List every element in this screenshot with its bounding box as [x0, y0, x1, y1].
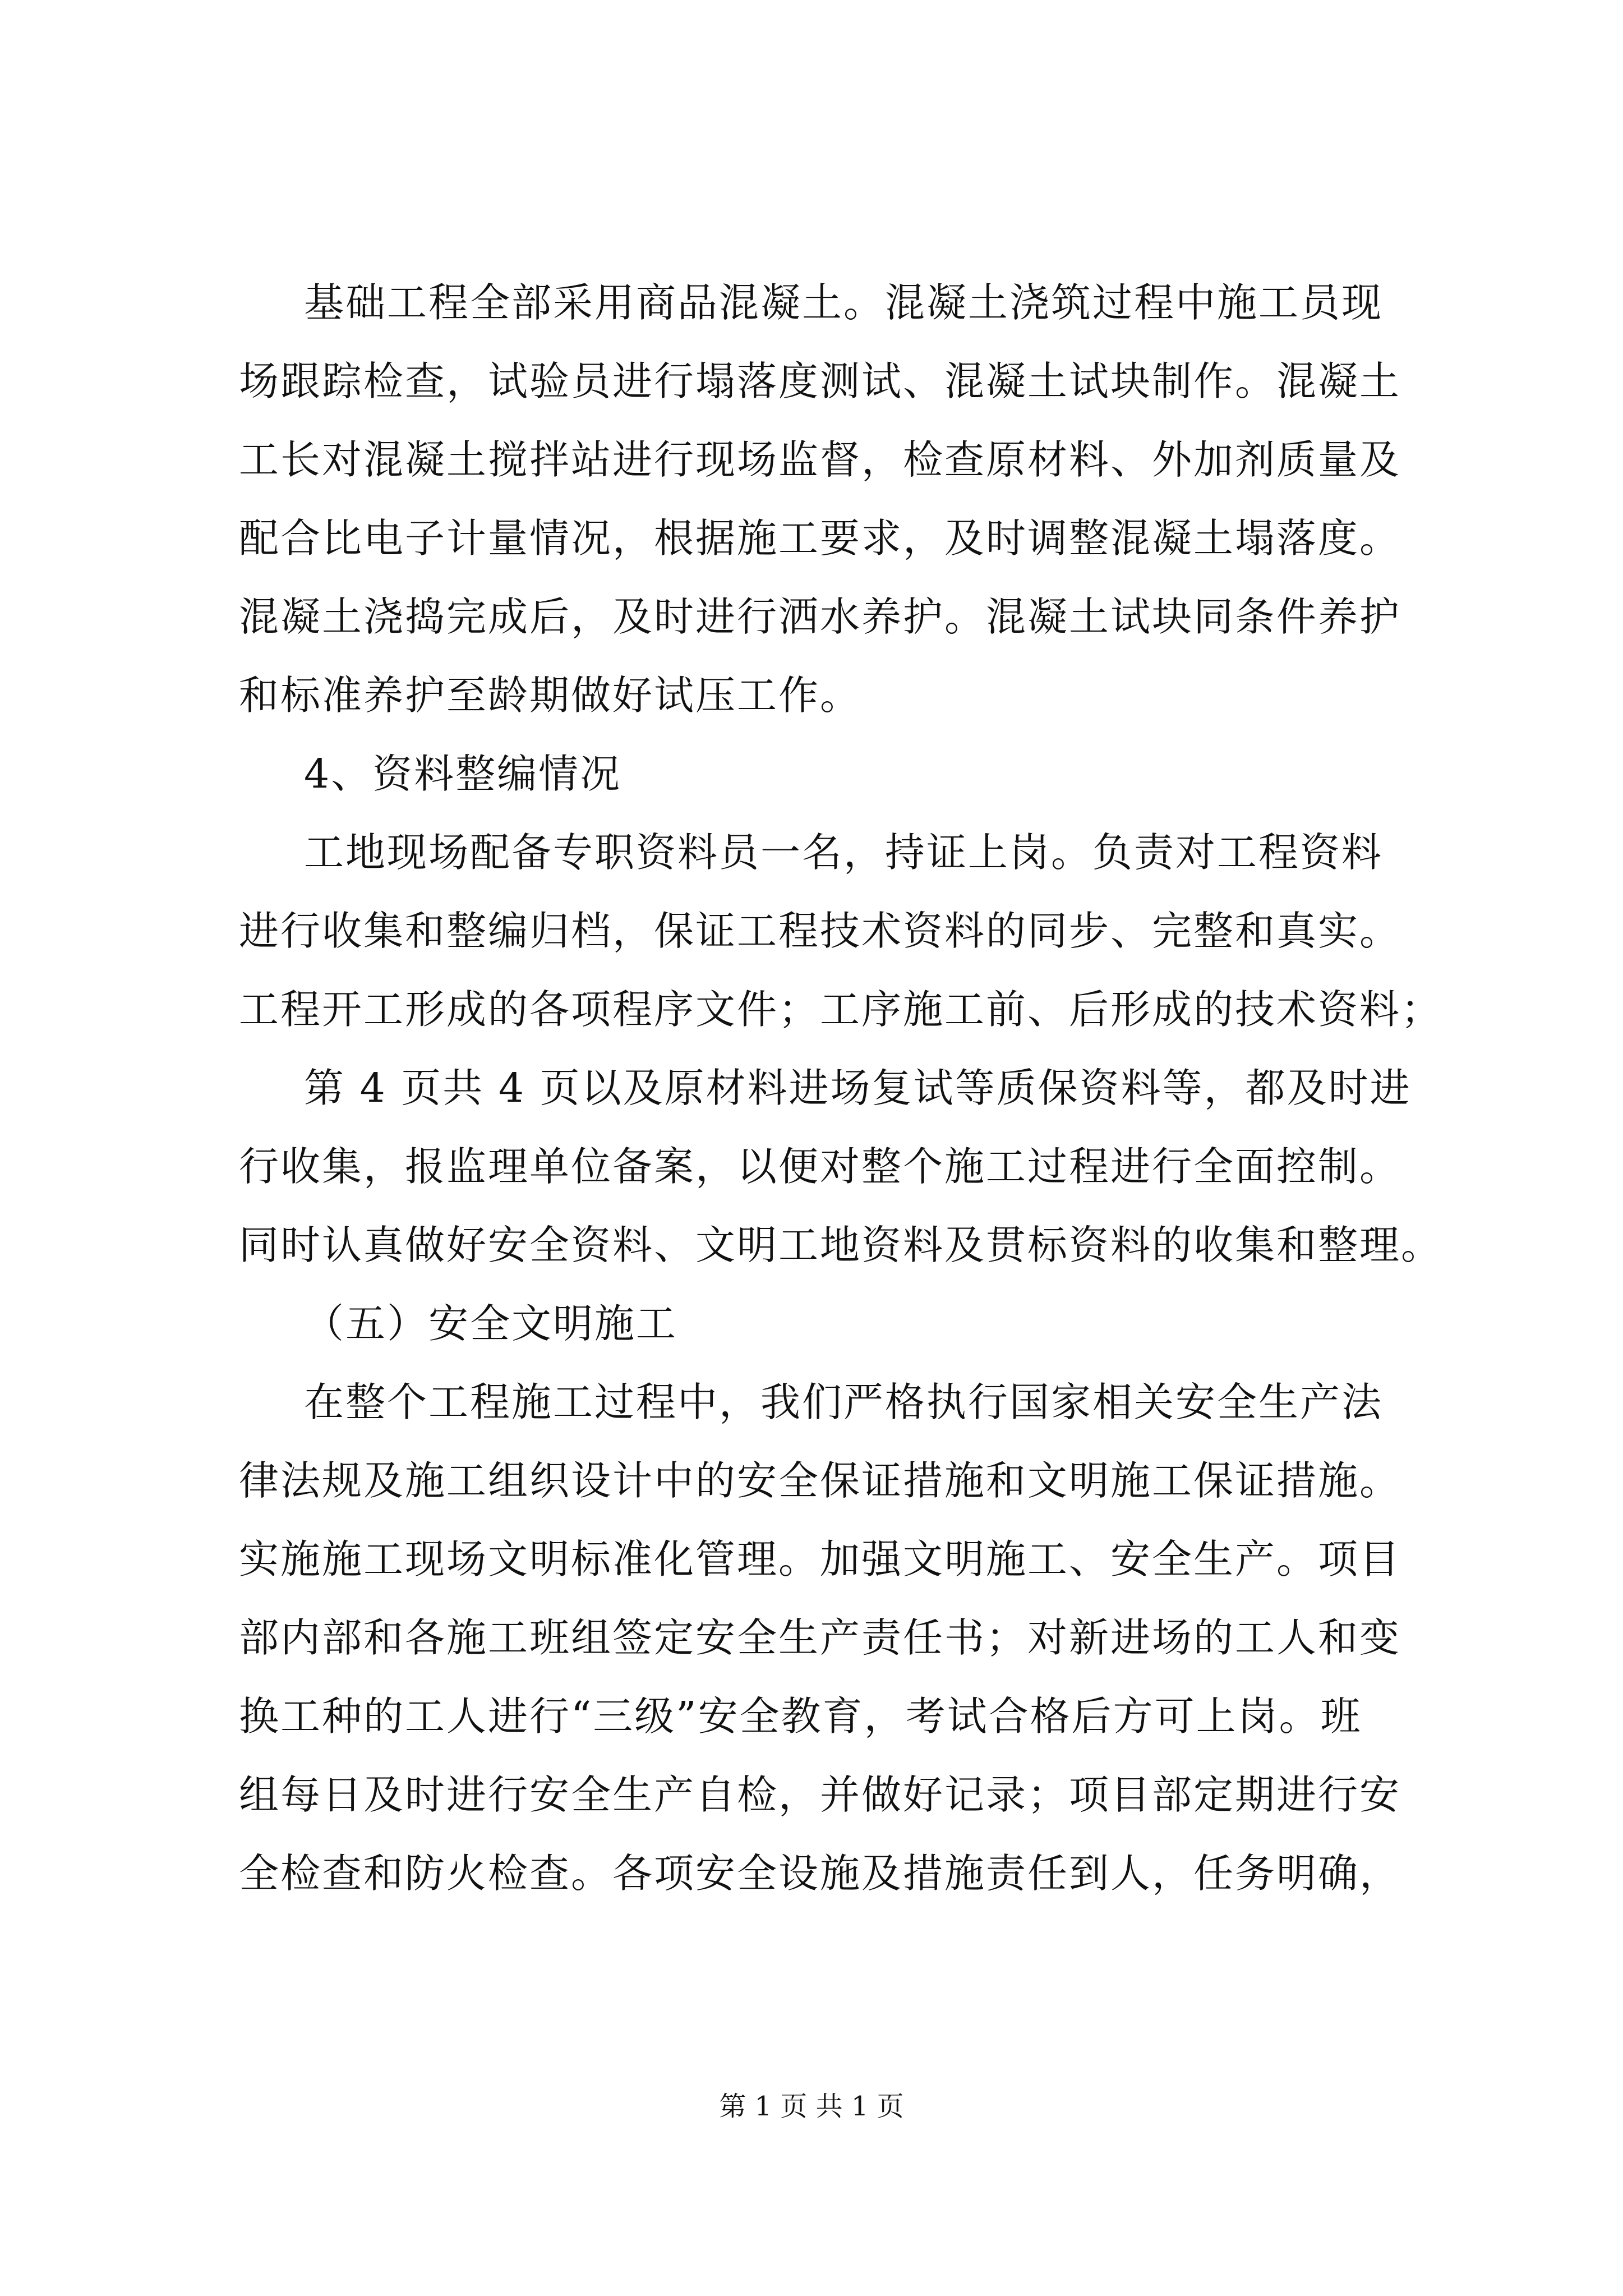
paragraph-line: 工地现场配备专职资料员一名，持证上岗。负责对工程资料	[304, 829, 1384, 876]
section-heading: 4、资料整编情况	[304, 751, 622, 797]
paragraph-line: 换工种的工人进行“三级”安全教育，考试合格后方可上岗。班	[239, 1693, 1362, 1740]
section-heading: （五）安全文明施工	[304, 1300, 678, 1347]
paragraph-line: 部内部和各施工班组签定安全生产责任书；对新进场的工人和变	[239, 1614, 1401, 1661]
paragraph-line: 律法规及施工组织设计中的安全保证措施和文明施工保证措施。	[239, 1457, 1401, 1504]
paragraph-line: 同时认真做好安全资料、文明工地资料及贯标资料的收集和整理。	[239, 1222, 1443, 1268]
paragraph-line: 基础工程全部采用商品混凝土。混凝土浇筑过程中施工员现	[304, 279, 1384, 326]
paragraph-line: 场跟踪检查，试验员进行塌落度测试、混凝土试块制作。混凝土	[239, 358, 1401, 404]
paragraph-line: 进行收集和整编归档，保证工程技术资料的同步、完整和真实。	[239, 908, 1401, 954]
paragraph-line: 第 4 页共 4 页以及原材料进场复试等质保资料等，都及时进	[304, 1065, 1412, 1111]
paragraph-line: 工程开工形成的各项程序文件；工序施工前、后形成的技术资料；	[239, 986, 1443, 1033]
page-footer: 第 1 页 共 1 页	[719, 2091, 904, 2122]
paragraph-line: 和标准养护至龄期做好试压工作。	[239, 672, 862, 719]
paragraph-line: 混凝土浇捣完成后，及时进行洒水养护。混凝土试块同条件养护	[239, 593, 1401, 640]
paragraph-line: 组每日及时进行安全生产自检，并做好记录；项目部定期进行安	[239, 1772, 1401, 1818]
paragraph-line: 全检查和防火检查。各项安全设施及措施责任到人，任务明确，	[239, 1850, 1401, 1897]
paragraph-line: 实施施工现场文明标准化管理。加强文明施工、安全生产。项目	[239, 1536, 1401, 1582]
paragraph-line: 工长对混凝土搅拌站进行现场监督，检查原材料、外加剂质量及	[239, 436, 1401, 483]
paragraph-line: 配合比电子计量情况，根据施工要求，及时调整混凝土塌落度。	[239, 515, 1401, 562]
paragraph-line: 在整个工程施工过程中，我们严格执行国家相关安全生产法	[304, 1379, 1384, 1425]
paragraph-line: 行收集，报监理单位备案，以便对整个施工过程进行全面控制。	[239, 1143, 1401, 1190]
